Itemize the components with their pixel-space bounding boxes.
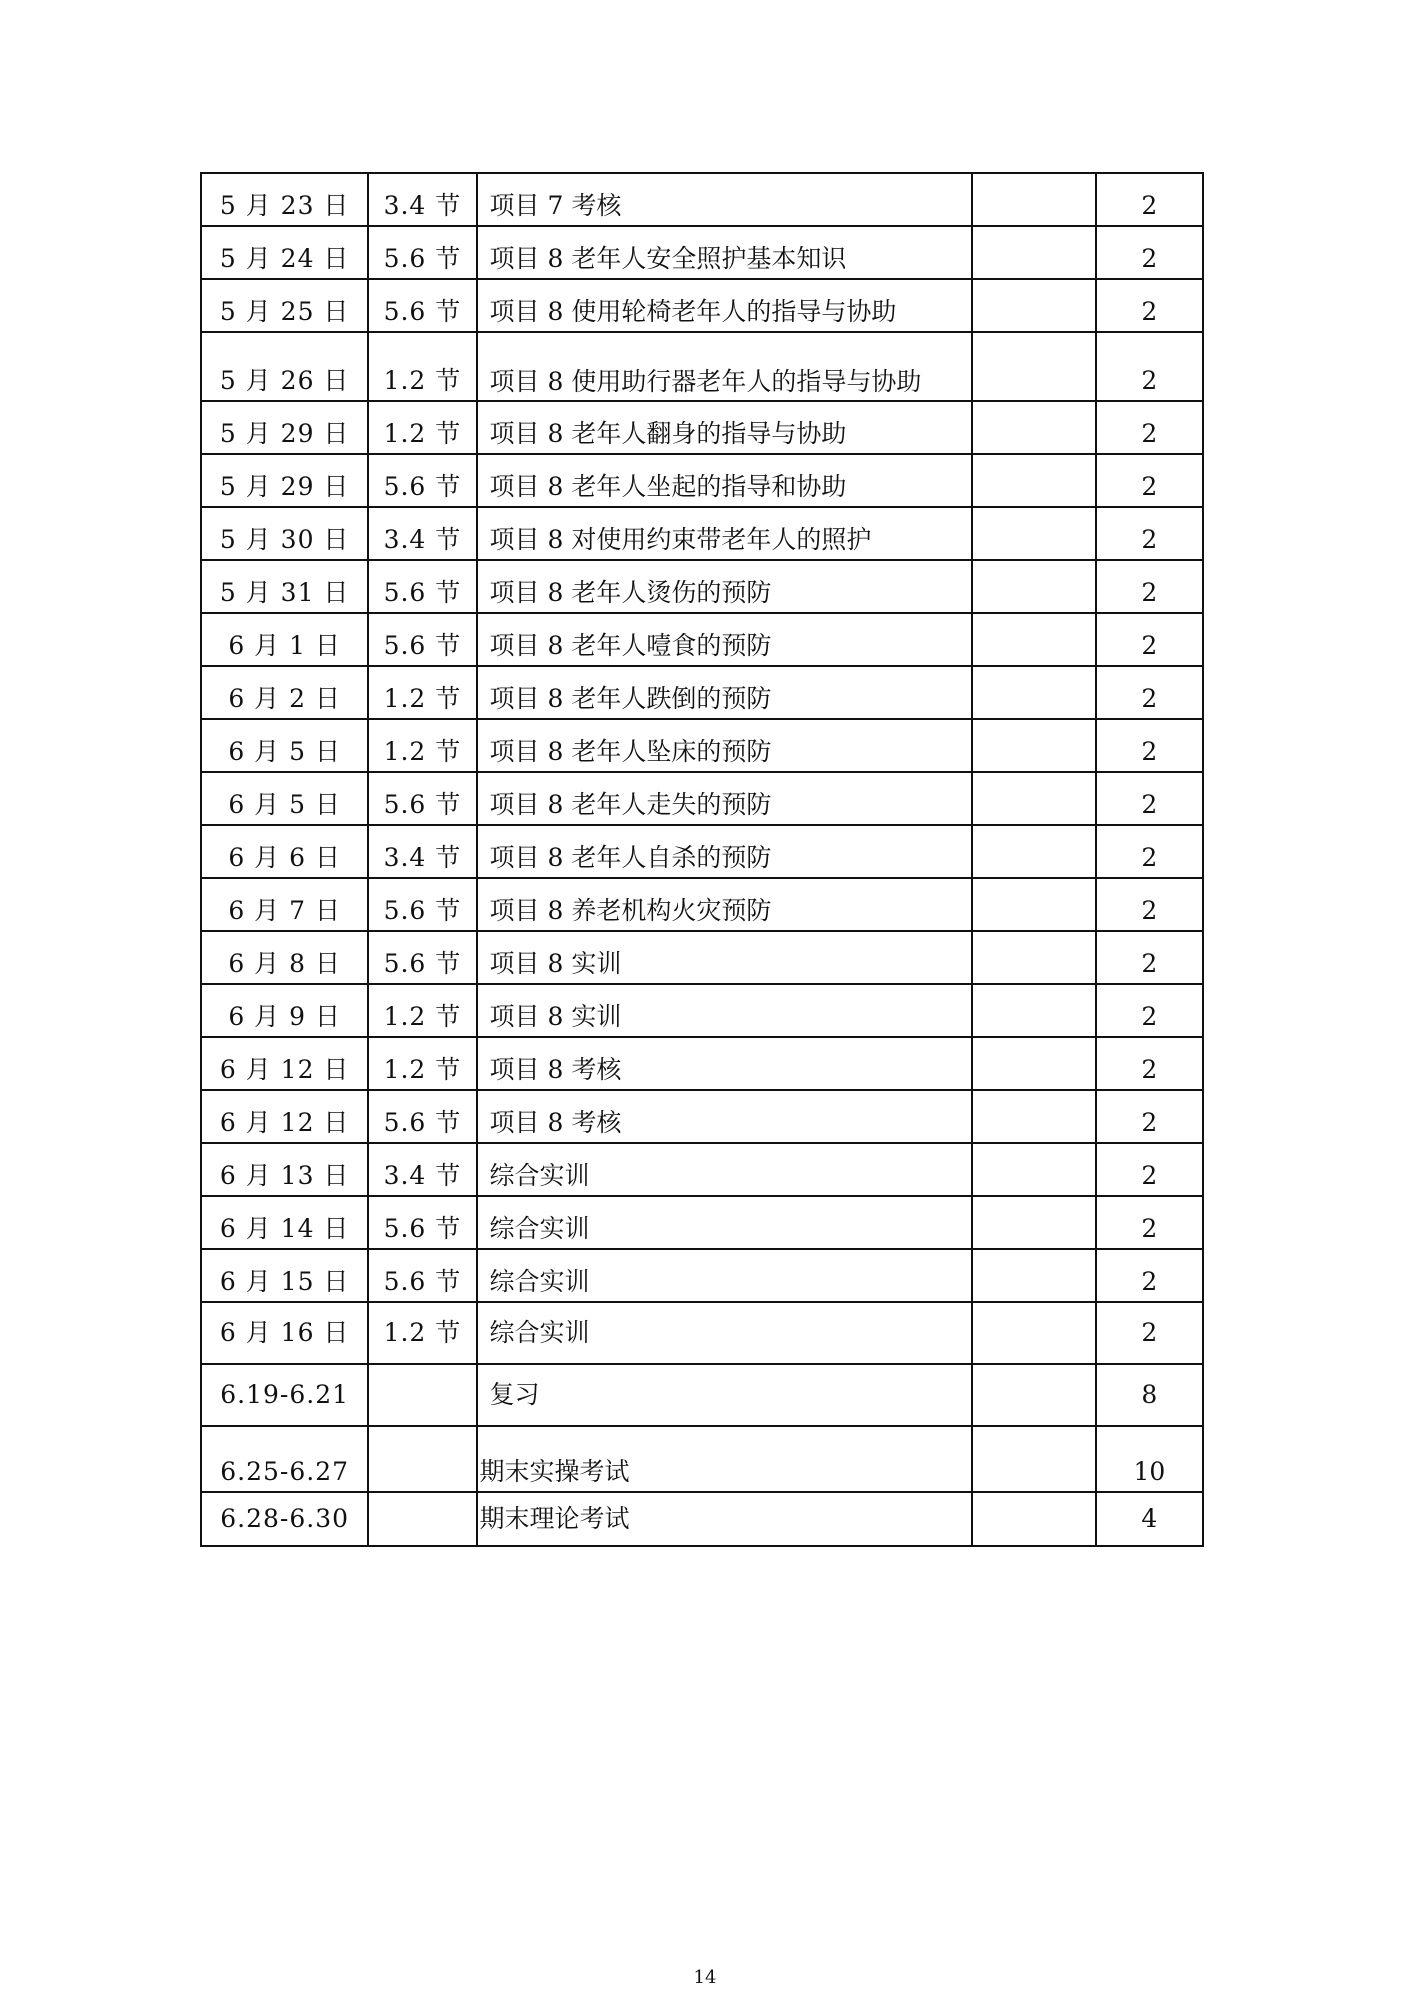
period-cell: 1.2 节: [368, 719, 476, 772]
table-row: [201, 401, 1203, 454]
date-cell: 6 月 5 日: [201, 772, 368, 825]
note-cell: [972, 507, 1096, 560]
note-cell: [972, 401, 1096, 454]
period-cell: 1.2 节: [368, 332, 476, 401]
date-cell: 6 月 12 日: [201, 1037, 368, 1090]
date-cell: 5 月 24 日: [201, 226, 368, 279]
table-row: [201, 1196, 1203, 1249]
table-row: [201, 1143, 1203, 1196]
period-cell: 5.6 节: [368, 772, 476, 825]
date-cell: 5 月 23 日: [201, 173, 368, 226]
note-cell: [972, 719, 1096, 772]
period-cell: 5.6 节: [368, 226, 476, 279]
note-cell: [972, 1364, 1096, 1426]
hours-cell: 2: [1096, 1196, 1203, 1249]
date-cell: 6 月 5 日: [201, 719, 368, 772]
content-cell: 项目 8 使用助行器老年人的指导与协助: [477, 332, 972, 401]
note-cell: [972, 825, 1096, 878]
content-cell: 综合实训: [477, 1196, 972, 1249]
table-row: [201, 719, 1203, 772]
note-cell: [972, 772, 1096, 825]
hours-cell: 2: [1096, 719, 1203, 772]
period-cell: 5.6 节: [368, 878, 476, 931]
date-cell: 6 月 13 日: [201, 1143, 368, 1196]
table-row: [201, 454, 1203, 507]
note-cell: [972, 1426, 1096, 1492]
content-cell: 项目 8 老年人坠床的预防: [477, 719, 972, 772]
table-row: [201, 984, 1203, 1037]
date-cell: 5 月 29 日: [201, 454, 368, 507]
hours-cell: 2: [1096, 454, 1203, 507]
table-row: [201, 1492, 1203, 1546]
hours-cell: 8: [1096, 1364, 1203, 1426]
content-cell: 项目 8 老年人翻身的指导与协助: [477, 401, 972, 454]
schedule-table: [200, 172, 1204, 1547]
period-cell: 1.2 节: [368, 1037, 476, 1090]
period-cell: 5.6 节: [368, 454, 476, 507]
note-cell: [972, 1037, 1096, 1090]
content-cell: 项目 8 老年人自杀的预防: [477, 825, 972, 878]
table-row: [201, 1364, 1203, 1426]
table-row: [201, 1037, 1203, 1090]
date-cell: 5 月 31 日: [201, 560, 368, 613]
note-cell: [972, 1249, 1096, 1302]
content-cell: 项目 8 实训: [477, 931, 972, 984]
note-cell: [972, 984, 1096, 1037]
hours-cell: 4: [1096, 1492, 1203, 1546]
note-cell: [972, 931, 1096, 984]
hours-cell: 2: [1096, 507, 1203, 560]
table-row: [201, 772, 1203, 825]
period-cell: 5.6 节: [368, 560, 476, 613]
content-cell: 项目 8 考核: [477, 1037, 972, 1090]
table-row: [201, 1302, 1203, 1364]
period-cell: 3.4 节: [368, 825, 476, 878]
table-row: [201, 825, 1203, 878]
period-cell: [368, 1364, 476, 1426]
content-cell: 期末实操考试: [477, 1426, 972, 1492]
date-cell: 6 月 1 日: [201, 613, 368, 666]
hours-cell: 10: [1096, 1426, 1203, 1492]
content-cell: 综合实训: [477, 1249, 972, 1302]
content-cell: 项目 8 老年人噎食的预防: [477, 613, 972, 666]
content-cell: 综合实训: [477, 1143, 972, 1196]
period-cell: [368, 1426, 476, 1492]
period-cell: 5.6 节: [368, 279, 476, 332]
note-cell: [972, 1492, 1096, 1546]
table-row: [201, 332, 1203, 401]
hours-cell: 2: [1096, 279, 1203, 332]
hours-cell: 2: [1096, 1143, 1203, 1196]
hours-cell: 2: [1096, 1090, 1203, 1143]
period-cell: 5.6 节: [368, 613, 476, 666]
period-cell: 3.4 节: [368, 1143, 476, 1196]
date-cell: 6 月 7 日: [201, 878, 368, 931]
note-cell: [972, 279, 1096, 332]
hours-cell: 2: [1096, 666, 1203, 719]
table-row: [201, 1249, 1203, 1302]
table-row: [201, 507, 1203, 560]
hours-cell: 2: [1096, 560, 1203, 613]
table-row: [201, 1426, 1203, 1492]
period-cell: 5.6 节: [368, 931, 476, 984]
content-cell: 期末理论考试: [477, 1492, 972, 1546]
note-cell: [972, 1143, 1096, 1196]
table-row: [201, 878, 1203, 931]
hours-cell: 2: [1096, 173, 1203, 226]
hours-cell: 2: [1096, 931, 1203, 984]
hours-cell: 2: [1096, 878, 1203, 931]
period-cell: 1.2 节: [368, 984, 476, 1037]
hours-cell: 2: [1096, 1037, 1203, 1090]
note-cell: [972, 332, 1096, 401]
hours-cell: 2: [1096, 1249, 1203, 1302]
table-row: [201, 613, 1203, 666]
content-cell: 项目 8 养老机构火灾预防: [477, 878, 972, 931]
date-cell: 6 月 2 日: [201, 666, 368, 719]
date-cell: 6.19-6.21: [201, 1364, 368, 1426]
content-cell: 项目 8 对使用约束带老年人的照护: [477, 507, 972, 560]
content-cell: 项目 8 老年人坐起的指导和协助: [477, 454, 972, 507]
table-row: [201, 279, 1203, 332]
date-cell: 6 月 6 日: [201, 825, 368, 878]
date-cell: 6.28-6.30: [201, 1492, 368, 1546]
content-cell: 项目 8 使用轮椅老年人的指导与协助: [477, 279, 972, 332]
content-cell: 项目 8 实训: [477, 984, 972, 1037]
date-cell: 5 月 25 日: [201, 279, 368, 332]
period-cell: 1.2 节: [368, 666, 476, 719]
period-cell: 5.6 节: [368, 1196, 476, 1249]
hours-cell: 2: [1096, 772, 1203, 825]
note-cell: [972, 454, 1096, 507]
hours-cell: 2: [1096, 332, 1203, 401]
period-cell: 5.6 节: [368, 1249, 476, 1302]
content-cell: 项目 8 老年人烫伤的预防: [477, 560, 972, 613]
hours-cell: 2: [1096, 226, 1203, 279]
content-cell: 项目 7 考核: [477, 173, 972, 226]
table-row: [201, 226, 1203, 279]
note-cell: [972, 666, 1096, 719]
period-cell: 5.6 节: [368, 1090, 476, 1143]
date-cell: 5 月 30 日: [201, 507, 368, 560]
period-cell: 1.2 节: [368, 401, 476, 454]
content-cell: 项目 8 老年人安全照护基本知识: [477, 226, 972, 279]
period-cell: 3.4 节: [368, 507, 476, 560]
hours-cell: 2: [1096, 984, 1203, 1037]
hours-cell: 2: [1096, 825, 1203, 878]
note-cell: [972, 878, 1096, 931]
note-cell: [972, 613, 1096, 666]
table-row: [201, 560, 1203, 613]
hours-cell: 2: [1096, 1302, 1203, 1364]
note-cell: [972, 560, 1096, 613]
hours-cell: 2: [1096, 401, 1203, 454]
date-cell: 5 月 26 日: [201, 332, 368, 401]
note-cell: [972, 173, 1096, 226]
date-cell: 6 月 16 日: [201, 1302, 368, 1364]
date-cell: 6 月 9 日: [201, 984, 368, 1037]
date-cell: 5 月 29 日: [201, 401, 368, 454]
content-cell: 复习: [477, 1364, 972, 1426]
note-cell: [972, 1302, 1096, 1364]
date-cell: 6 月 12 日: [201, 1090, 368, 1143]
note-cell: [972, 1196, 1096, 1249]
page-number: 14: [693, 1967, 717, 1988]
note-cell: [972, 1090, 1096, 1143]
table-row: [201, 666, 1203, 719]
note-cell: [972, 226, 1096, 279]
content-cell: 项目 8 考核: [477, 1090, 972, 1143]
date-cell: 6 月 14 日: [201, 1196, 368, 1249]
date-cell: 6 月 15 日: [201, 1249, 368, 1302]
period-cell: [368, 1492, 476, 1546]
content-cell: 项目 8 老年人跌倒的预防: [477, 666, 972, 719]
period-cell: 3.4 节: [368, 173, 476, 226]
table-row: [201, 173, 1203, 226]
date-cell: 6.25-6.27: [201, 1426, 368, 1492]
period-cell: 1.2 节: [368, 1302, 476, 1364]
content-cell: 项目 8 老年人走失的预防: [477, 772, 972, 825]
hours-cell: 2: [1096, 613, 1203, 666]
table-row: [201, 931, 1203, 984]
date-cell: 6 月 8 日: [201, 931, 368, 984]
content-cell: 综合实训: [477, 1302, 972, 1364]
table-row: [201, 1090, 1203, 1143]
